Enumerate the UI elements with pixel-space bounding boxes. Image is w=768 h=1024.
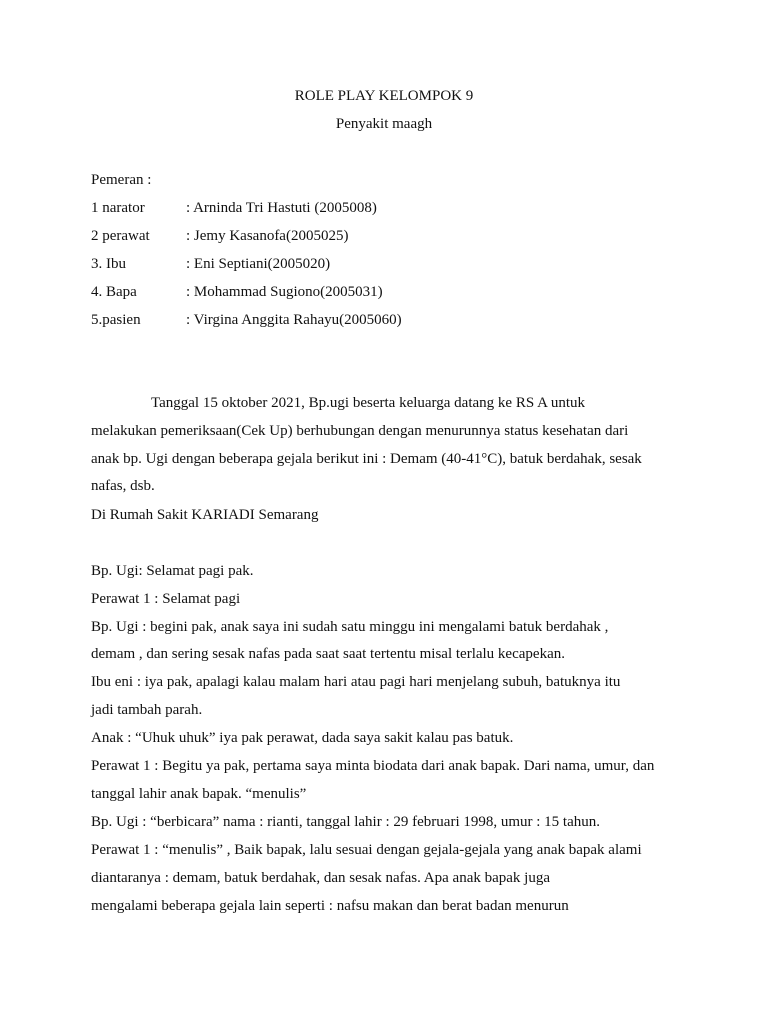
dialogue-line: mengalami beberapa gejala lain seperti : nafsu makan dan berat badan menurun: [91, 898, 569, 914]
dialogue-line: Perawat 1 : Selamat pagi: [91, 591, 241, 607]
cast-member: : Virgina Anggita Rahayu(2005060): [186, 312, 402, 328]
dialogue-line: Anak : “Uhuk uhuk” iya pak perawat, dada saya sakit kalau pas batuk.: [91, 730, 514, 746]
cast-member: : Jemy Kasanofa(2005025): [186, 228, 349, 244]
cast-member: : Mohammad Sugiono(2005031): [186, 284, 383, 300]
cast-heading: Pemeran :: [91, 172, 152, 188]
cast-role: 3. Ibu: [91, 256, 126, 272]
narration-line: melakukan pemeriksaan(Cek Up) berhubungan dengan menurunnya status kesehatan dari: [91, 423, 629, 439]
dialogue-line: Bp. Ugi : begini pak, anak saya ini sudah satu minggu ini mengalami batuk berdahak ,: [91, 619, 609, 635]
dialogue-line: Perawat 1 : Begitu ya pak, pertama saya minta biodata dari anak bapak. Dari nama, umur, dan: [91, 758, 655, 774]
narration-line: anak bp. Ugi dengan beberapa gejala berikut ini : Demam (40-41°C), batuk berdahak, sesak: [91, 451, 642, 467]
cast-member: : Eni Septiani(2005020): [186, 256, 331, 272]
narration-line: Di Rumah Sakit KARIADI Semarang: [91, 507, 319, 523]
dialogue-line: jadi tambah parah.: [91, 702, 203, 718]
dialogue-line: Bp. Ugi : “berbicara” nama : rianti, tanggal lahir : 29 februari 1998, umur : 15 tahun.: [91, 814, 601, 830]
dialogue-line: tanggal lahir anak bapak. “menulis”: [91, 786, 307, 802]
dialogue-line: Perawat 1 : “menulis” , Baik bapak, lalu sesuai dengan gejala-gejala yang anak bapak alami: [91, 842, 642, 858]
dialogue-line: demam , dan sering sesak nafas pada saat saat tertentu misal terlalu kecapekan.: [91, 646, 565, 662]
dialogue-line: Ibu eni : iya pak, apalagi kalau malam hari atau pagi hari menjelang subuh, batuknya itu: [91, 674, 621, 690]
cast-role: 4. Bapa: [91, 284, 137, 300]
dialogue-line: diantaranya : demam, batuk berdahak, dan sesak nafas. Apa anak bapak juga: [91, 870, 550, 886]
cast-role: 2 perawat: [91, 228, 150, 244]
document-title: ROLE PLAY KELOMPOK 9: [294, 88, 474, 104]
cast-role: 5.pasien: [91, 312, 141, 328]
narration-line: nafas, dsb.: [91, 478, 155, 494]
cast-role: 1 narator: [91, 200, 145, 216]
narration-line: Tanggal 15 oktober 2021, Bp.ugi beserta keluarga datang ke RS A untuk: [151, 395, 586, 411]
cast-member: : Arninda Tri Hastuti (2005008): [186, 200, 377, 216]
document-subtitle: Penyakit maagh: [335, 116, 433, 132]
dialogue-line: Bp. Ugi: Selamat pagi pak.: [91, 563, 254, 579]
